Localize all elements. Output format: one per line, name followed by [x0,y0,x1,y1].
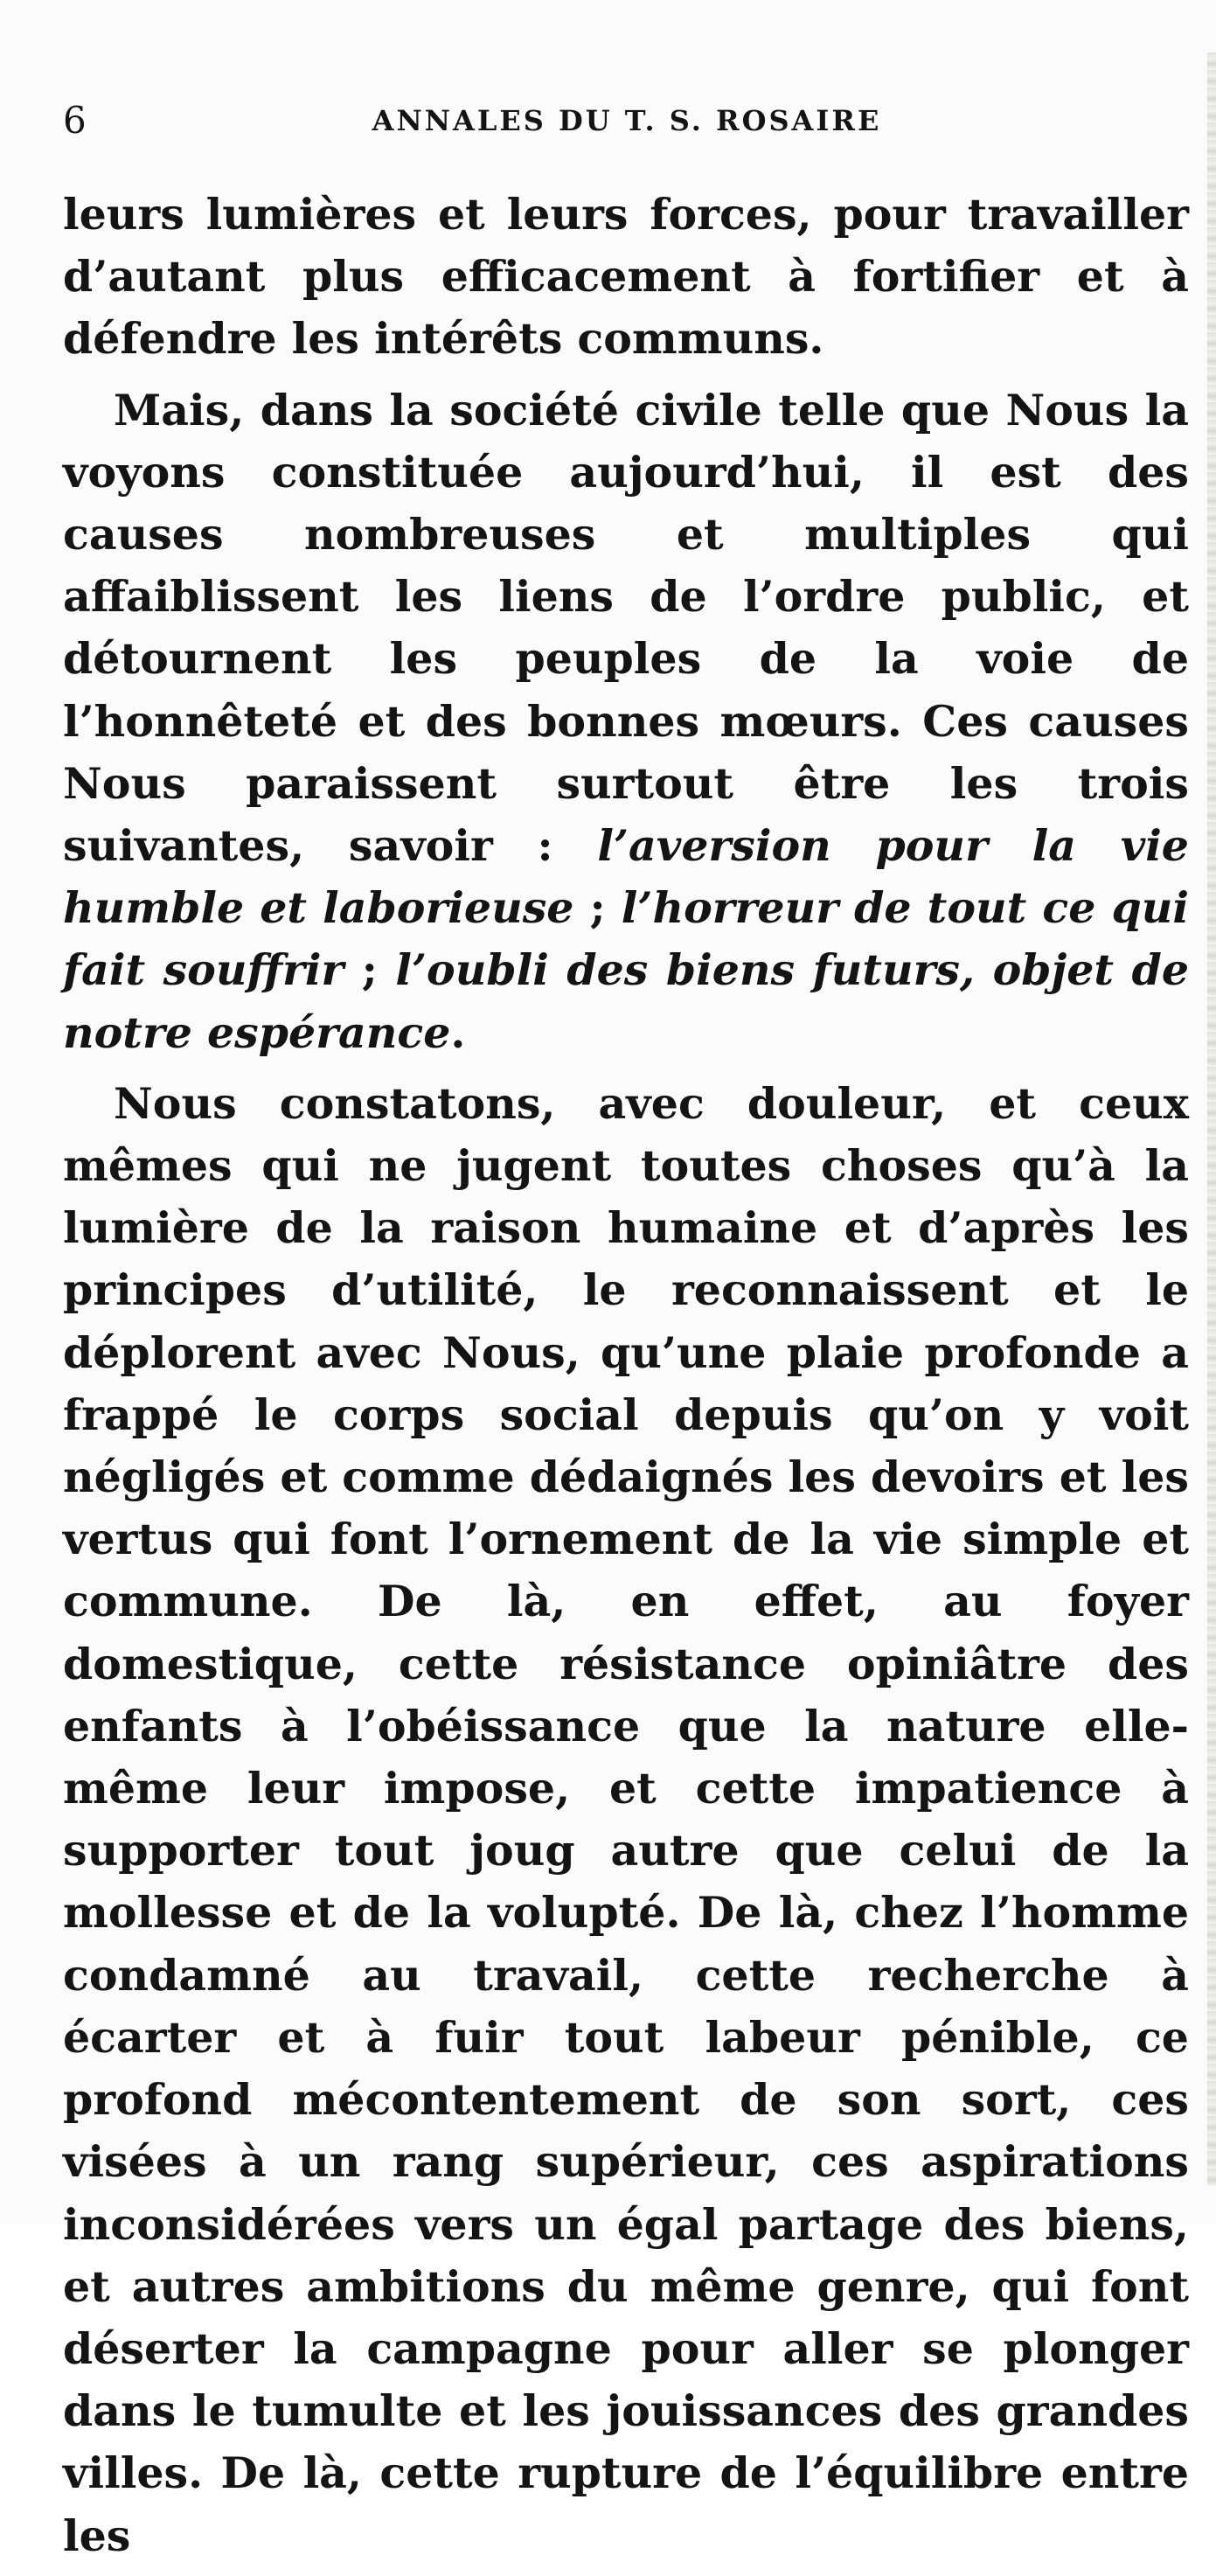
running-head: ANNALES DU T. S. ROSAIRE [372,104,882,137]
separator: ; [573,882,622,934]
body-text [63,184,1189,2576]
italic-phrase: l’aversion pour la vie humble et laborieuse [63,820,1189,934]
paragraph: Nous constatons, avec douleur, et ceux mêmes qui ne jugent toutes choses qu’à la lumière de la raison humaine et d’après les principes d’utilité, le reconnaissent et le déplorent avec Nous, qu’une plaie profonde a frappé le corps social depuis qu’on y voit négligés et comme dédaignés les devoirs et les vertus qui font l’ornement de la vie simple et commune. De là, en effet, au foyer domestique, cette résistance opiniâtre des enfants à l’obéissance que la nature elle-même leur impose, et cette impatience à supporter tout joug autre que celui de la mollesse et de la volupté. De là, chez l’homme condamné au travail, cette recherche à écarter et à fuir tout labeur pénible, ce profond mécontentement de son sort, ces visées à un rang supérieur, ces aspirations inconsidérées vers un égal partage des biens, et autres ambitions du même genre, qui font déserter la campagne pour aller se plonger dans le tumulte et les jouissances des grandes villes. De là, cette rupture de l’équilibre entre les [63,1077,1189,2561]
page-header [63,94,1191,147]
italic-phrase: l’oubli des biens futurs, objet de notre espérance [63,944,1189,1058]
separator: ; [344,944,396,996]
italic-phrase: l’horreur de tout ce qui fait souffrir [63,882,1189,996]
page-edge-shadow [1207,52,1216,2186]
paragraph-text: Mais, dans la société civile telle que Nous la voyons constituée aujourd’hui, il est des causes nombreuses et multiples qui affaiblissent les liens de l’ordre public, et détournent les peuples de la voie de l’honnêteté et des bonnes mœurs. Ces causes Nous paraissent surtout être les trois suivantes, savoir : [63,384,1189,872]
paragraph [63,379,1189,1064]
paragraph: leurs lumières et leurs forces, pour travailler d’autant plus efficacement à fortifier et à défendre les intérêts communs. [63,189,1189,365]
page-number: 6 [63,99,87,142]
period: . [450,1006,466,1058]
